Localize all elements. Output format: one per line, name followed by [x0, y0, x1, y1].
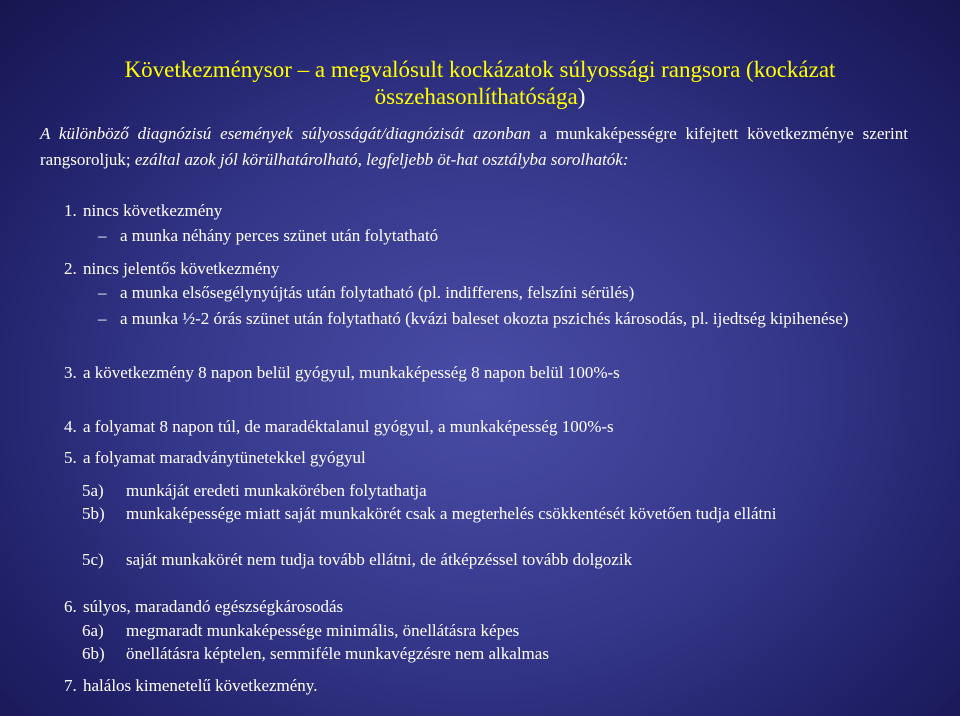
sub-item-text: önellátásra képtelen, semmiféle munkavégzésre nem alkalmas — [126, 644, 549, 663]
item-text: nincs következmény — [83, 201, 223, 220]
sub-item-text: munkaképessége miatt saját munkakörét csak a megterhelés csökkentését követően tudja ellátni — [126, 504, 777, 523]
list-item — [64, 675, 317, 697]
sub-list-item — [98, 282, 634, 304]
sub-item-text: munkáját eredeti munkakörében folytathatja — [126, 481, 427, 500]
intro-paragraph — [40, 121, 908, 173]
item-text: a következmény 8 napon belül gyógyul, munkaképesség 8 napon belül 100%-s — [83, 363, 620, 382]
item-number: 4. — [64, 417, 77, 436]
dash-bullet: – — [98, 309, 107, 328]
intro-italic-2: ezáltal azok jól körülhatárolható, legfeljebb öt-hat osztályba sorolhatók: — [134, 150, 629, 169]
title-end: ) — [577, 84, 586, 109]
sub-item-text: a munka néhány perces szünet után folytatható — [120, 226, 439, 245]
list-item — [64, 596, 343, 618]
sub-list-item — [82, 502, 943, 526]
sub-item-label: 6a) — [82, 621, 104, 640]
item-number: 2. — [64, 259, 77, 278]
title-highlight: Következménysor – a megvalósult kockázatok súlyossági rangsora (kockázat összehasonlíthatósága — [124, 57, 836, 109]
item-number: 3. — [64, 363, 77, 382]
sub-item-text: a munka ½-2 órás szünet után folytatható (kvázi baleset okozta pszichés károsodás, pl. ijedtség kipihenése) — [120, 309, 849, 328]
list-item — [64, 416, 614, 438]
sub-item-label: 5a) — [82, 481, 104, 500]
sub-item-label: 6b) — [82, 644, 105, 663]
sub-list-item — [98, 307, 920, 331]
item-number: 5. — [64, 448, 77, 467]
sub-item-label: 5b) — [82, 504, 105, 523]
dash-bullet: – — [98, 226, 107, 245]
list-item — [64, 258, 279, 280]
item-text: halálos kimenetelű következmény. — [83, 676, 318, 695]
sub-list-item — [82, 620, 519, 642]
list-item — [64, 361, 723, 385]
sub-list-item — [98, 225, 438, 247]
sub-item-text: saját munkakörét nem tudja tovább ellátni, de átképzéssel tovább dolgozik — [126, 550, 633, 569]
list-item — [64, 447, 366, 469]
item-number: 1. — [64, 201, 77, 220]
item-text: a folyamat 8 napon túl, de maradéktalanul gyógyul, a munkaképesség 100%-s — [83, 417, 614, 436]
intro-italic-1: A különböző diagnózisú események súlyosságát/diagnózisát azonban — [40, 124, 531, 143]
dash-bullet: – — [98, 283, 107, 302]
sub-list-item — [82, 549, 632, 571]
sub-item-text: a munka elsősegélynyújtás után folytatható (pl. indifferens, felszíni sérülés) — [120, 283, 635, 302]
item-text: a folyamat maradványtünetekkel gyógyul — [83, 448, 366, 467]
slide-title — [40, 56, 920, 110]
sub-item-text: megmaradt munkaképessége minimális, önellátásra képes — [126, 621, 520, 640]
list-item — [64, 200, 222, 222]
sub-item-label: 5c) — [82, 550, 104, 569]
item-text: nincs jelentős következmény — [83, 259, 280, 278]
item-number: 6. — [64, 597, 77, 616]
sub-list-item — [82, 480, 427, 502]
sub-list-item — [82, 643, 549, 665]
intro-plain-1: a munkaképességre kifejtett következménye szerint rangsoroljuk; — [40, 124, 908, 169]
item-number: 7. — [64, 676, 77, 695]
item-text: súlyos, maradandó egészségkárosodás — [83, 597, 344, 616]
